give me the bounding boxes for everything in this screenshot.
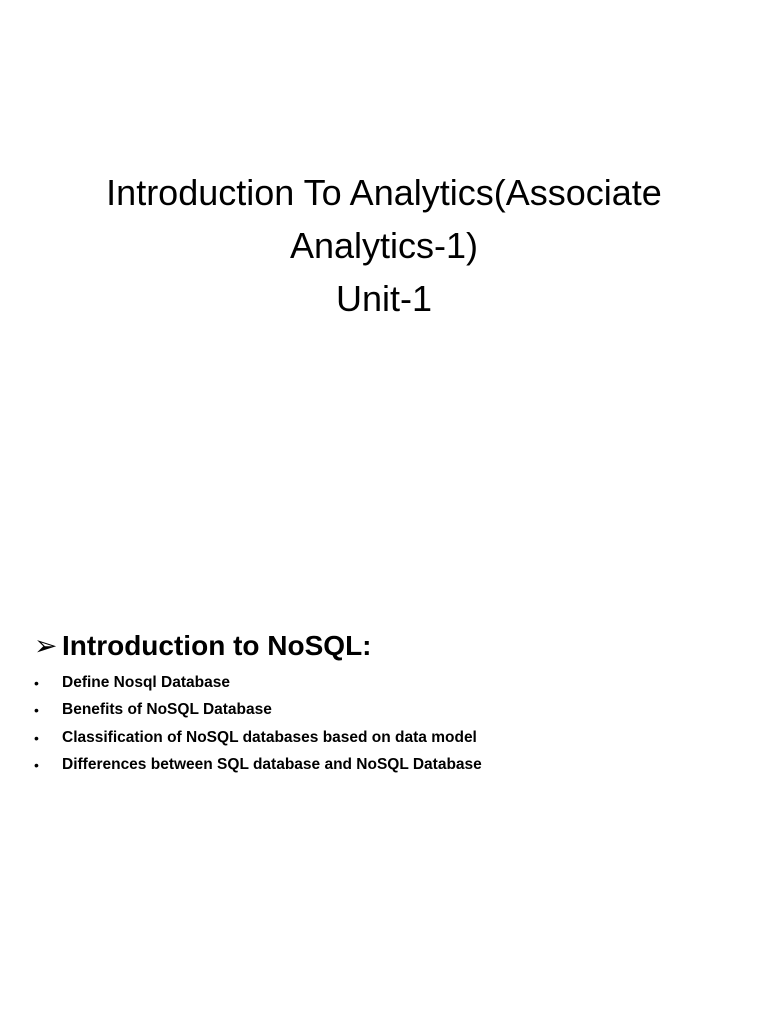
title-line-2: Analytics-1): [289, 225, 479, 266]
arrow-bullet-icon: ➢: [34, 630, 58, 661]
bullet-icon: •: [34, 757, 39, 774]
nosql-section: [34, 625, 754, 779]
list-item-text: Define Nosql Database: [62, 673, 230, 691]
bullet-icon: •: [34, 702, 39, 719]
list-item: [34, 724, 754, 752]
section-heading-text: Introduction to NoSQL:: [62, 630, 372, 661]
topic-list: [34, 669, 754, 779]
list-item: [34, 697, 754, 725]
list-item: [34, 669, 754, 697]
section-heading: [34, 625, 754, 667]
bullet-icon: •: [34, 729, 39, 746]
title-line-1: Introduction To Analytics(Associate: [106, 172, 662, 213]
bullet-icon: •: [34, 674, 39, 691]
title-line-3: Unit-1: [335, 278, 433, 319]
slide-title: [0, 166, 768, 325]
list-item-text: Benefits of NoSQL Database: [62, 701, 272, 719]
list-item-text: Classification of NoSQL databases based on data model: [62, 728, 477, 746]
list-item: [34, 752, 754, 780]
list-item-text: Differences between SQL database and NoSQL Database: [62, 756, 482, 774]
